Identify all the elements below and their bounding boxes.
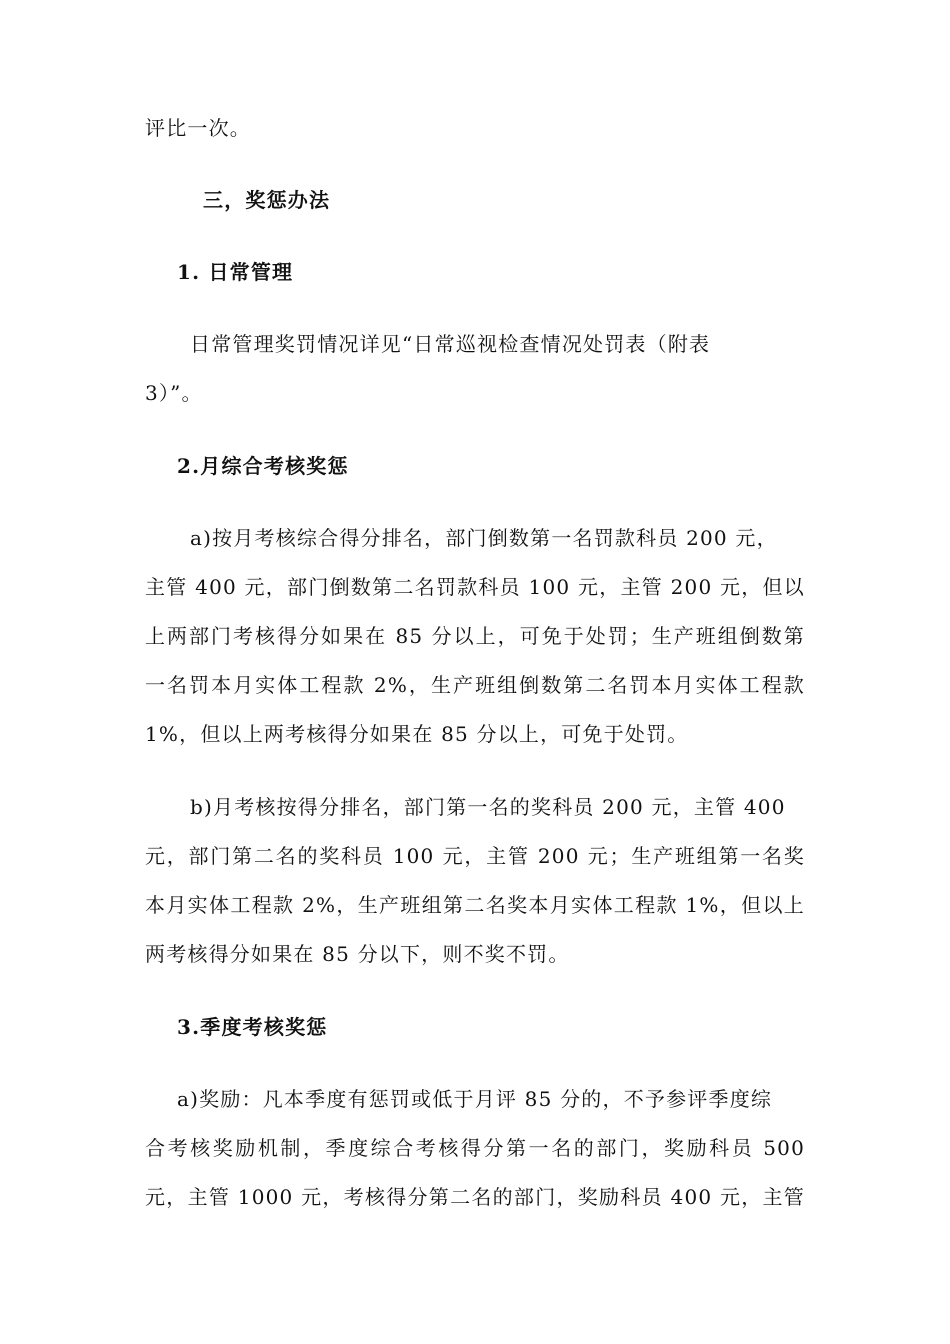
quarterly-a-line: a)奖励：凡本季度有惩罚或低于月评 85 分的，不予参评季度综 — [177, 1087, 773, 1111]
quarterly-a-line: 合考核奖励机制，季度综合考核得分第一名的部门，奖励科员 500 — [145, 1136, 805, 1160]
daily-paragraph-line: 日常管理奖罚情况详见“日常巡视检查情况处罚表（附表 — [190, 332, 711, 356]
monthly-a-line: 1%，但以上两考核得分如果在 85 分以上，可免于处罚。 — [145, 722, 689, 746]
monthly-a-line: 一名罚本月实体工程款 2%，生产班组倒数第二名罚本月实体工程款 — [145, 673, 805, 697]
subsection-heading-monthly: 2.月综合考核奖惩 — [177, 454, 349, 478]
monthly-b-line: 本月实体工程款 2%，生产班组第二名奖本月实体工程款 1%，但以上 — [145, 893, 805, 917]
subsection-heading-quarterly: 3.季度考核奖惩 — [177, 1015, 328, 1039]
paragraph-continuation: 评比一次。 — [145, 116, 251, 140]
monthly-b-line: b)月考核按得分排名，部门第一名的奖科员 200 元，主管 400 — [190, 795, 786, 819]
subsection-heading-daily: 1. 日常管理 — [177, 260, 294, 284]
section-heading: 三，奖惩办法 — [203, 188, 331, 212]
quarterly-a-line: 元，主管 1000 元，考核得分第二名的部门，奖励科员 400 元，主管 — [145, 1185, 805, 1209]
monthly-b-line: 元，部门第二名的奖科员 100 元，主管 200 元；生产班组第一名奖 — [145, 844, 805, 868]
monthly-b-line: 两考核得分如果在 85 分以下，则不奖不罚。 — [145, 942, 570, 966]
daily-paragraph-line: 3）”。 — [145, 381, 203, 405]
monthly-a-line: 上两部门考核得分如果在 85 分以上，可免于处罚；生产班组倒数第 — [145, 624, 805, 648]
monthly-a-line: 主管 400 元，部门倒数第二名罚款科员 100 元，主管 200 元，但以 — [145, 575, 805, 599]
monthly-a-line: a)按月考核综合得分排名，部门倒数第一名罚款科员 200 元， — [190, 526, 778, 550]
